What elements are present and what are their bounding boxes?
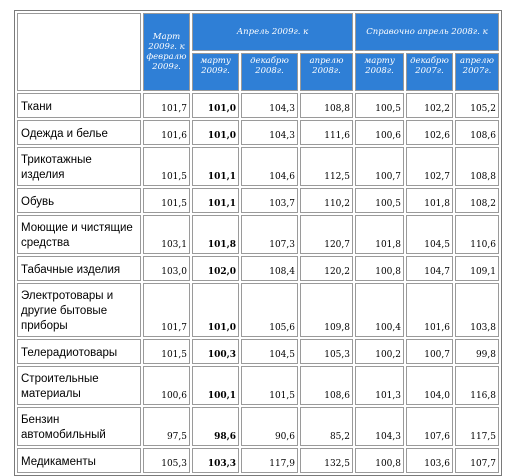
row-value-cell: 117,5 (455, 407, 499, 446)
row-value-cell: 103,1 (143, 215, 190, 254)
row-value-cell: 100,5 (355, 93, 404, 118)
subheader-ref-to-march-2008: марту 2008г. (355, 53, 404, 91)
table-row (17, 147, 499, 186)
row-value-cell: 108,8 (455, 147, 499, 186)
table-row (17, 256, 499, 281)
row-value-cell: 101,8 (406, 188, 453, 213)
row-value-cell: 100,1 (192, 366, 239, 405)
row-value-cell: 110,2 (300, 188, 353, 213)
row-value-cell: 90,6 (241, 407, 298, 446)
row-value-cell: 120,2 (300, 256, 353, 281)
row-value-cell: 112,5 (300, 147, 353, 186)
row-value-cell: 101,8 (355, 215, 404, 254)
row-value-cell: 111,6 (300, 120, 353, 145)
row-value-cell: 105,3 (300, 339, 353, 364)
row-value-cell: 101,0 (192, 93, 239, 118)
table-row (17, 215, 499, 254)
row-product-name: Трикотажные изделия (17, 147, 141, 186)
row-value-cell: 105,2 (455, 93, 499, 118)
row-value-cell: 103,0 (143, 256, 190, 281)
row-value-cell: 100,6 (355, 120, 404, 145)
price-index-table (14, 10, 502, 476)
row-value-cell: 108,6 (455, 120, 499, 145)
row-product-name: Одежда и белье (17, 120, 141, 145)
subheader-april-to-april-2008: апрелю 2008г. (300, 53, 353, 91)
row-value-cell: 103,3 (192, 448, 239, 473)
row-value-cell: 85,2 (300, 407, 353, 446)
row-value-cell: 108,2 (455, 188, 499, 213)
row-value-cell: 104,3 (355, 407, 404, 446)
subheader-ref-to-december-2007: декабрю 2007г. (406, 53, 453, 91)
row-value-cell: 108,4 (241, 256, 298, 281)
row-value-cell: 100,7 (355, 147, 404, 186)
table-row (17, 283, 499, 337)
row-value-cell: 107,7 (455, 448, 499, 473)
row-value-cell: 101,3 (355, 366, 404, 405)
row-value-cell: 132,5 (300, 448, 353, 473)
row-value-cell: 101,5 (143, 147, 190, 186)
row-value-cell: 102,0 (192, 256, 239, 281)
row-value-cell: 101,0 (192, 283, 239, 337)
header-row-1 (17, 13, 499, 51)
row-value-cell: 100,6 (143, 366, 190, 405)
row-value-cell: 101,8 (192, 215, 239, 254)
header-group-april-2009: Апрель 2009г. к (192, 13, 353, 51)
subheader-april-to-december-2008: декабрю 2008г. (241, 53, 298, 91)
row-value-cell: 101,0 (192, 120, 239, 145)
row-value-cell: 108,8 (300, 93, 353, 118)
row-value-cell: 100,3 (192, 339, 239, 364)
row-value-cell: 104,0 (406, 366, 453, 405)
row-product-name: Электротовары и другие бытовые приборы (17, 283, 141, 337)
row-value-cell: 100,7 (406, 339, 453, 364)
row-product-name: Строительные материалы (17, 366, 141, 405)
row-value-cell: 116,8 (455, 366, 499, 405)
row-value-cell: 104,6 (241, 147, 298, 186)
row-value-cell: 101,5 (241, 366, 298, 405)
row-value-cell: 98,6 (192, 407, 239, 446)
row-value-cell: 101,1 (192, 147, 239, 186)
row-value-cell: 100,8 (355, 448, 404, 473)
row-product-name: Обувь (17, 188, 141, 213)
row-value-cell: 102,6 (406, 120, 453, 145)
row-value-cell: 117,9 (241, 448, 298, 473)
row-value-cell: 102,2 (406, 93, 453, 118)
row-value-cell: 105,3 (143, 448, 190, 473)
row-value-cell: 101,7 (143, 283, 190, 337)
header-group-reference-april-2008: Справочно апрель 2008г. к (355, 13, 499, 51)
table-row (17, 188, 499, 213)
subheader-april-to-march-2009: марту 2009г. (192, 53, 239, 91)
row-value-cell: 105,6 (241, 283, 298, 337)
row-value-cell: 104,3 (241, 93, 298, 118)
header-corner-cell (17, 13, 141, 91)
row-value-cell: 103,6 (406, 448, 453, 473)
row-product-name: Медикаменты (17, 448, 141, 473)
table-row (17, 448, 499, 473)
row-value-cell: 104,5 (241, 339, 298, 364)
row-value-cell: 101,6 (143, 120, 190, 145)
row-value-cell: 104,3 (241, 120, 298, 145)
row-value-cell: 101,1 (192, 188, 239, 213)
row-value-cell: 109,8 (300, 283, 353, 337)
table-row (17, 407, 499, 446)
table-row (17, 120, 499, 145)
row-value-cell: 101,6 (406, 283, 453, 337)
row-value-cell: 110,6 (455, 215, 499, 254)
table-row (17, 93, 499, 118)
row-product-name: Ткани (17, 93, 141, 118)
row-product-name: Бензин автомобильный (17, 407, 141, 446)
table-row (17, 366, 499, 405)
row-product-name: Телерадиотовары (17, 339, 141, 364)
row-value-cell: 97,5 (143, 407, 190, 446)
row-value-cell: 100,5 (355, 188, 404, 213)
row-value-cell: 108,6 (300, 366, 353, 405)
row-value-cell: 103,8 (455, 283, 499, 337)
row-value-cell: 100,4 (355, 283, 404, 337)
row-product-name: Моющие и чистящие средства (17, 215, 141, 254)
row-value-cell: 101,5 (143, 339, 190, 364)
row-value-cell: 107,6 (406, 407, 453, 446)
row-value-cell: 100,2 (355, 339, 404, 364)
row-value-cell: 100,8 (355, 256, 404, 281)
row-value-cell: 102,7 (406, 147, 453, 186)
table-row (17, 339, 499, 364)
row-value-cell: 109,1 (455, 256, 499, 281)
row-value-cell: 120,7 (300, 215, 353, 254)
row-value-cell: 107,3 (241, 215, 298, 254)
row-value-cell: 99,8 (455, 339, 499, 364)
row-value-cell: 104,7 (406, 256, 453, 281)
subheader-ref-to-april-2007: апрелю 2007г. (455, 53, 499, 91)
row-product-name: Табачные изделия (17, 256, 141, 281)
row-value-cell: 104,5 (406, 215, 453, 254)
row-value-cell: 101,7 (143, 93, 190, 118)
header-march-to-february: Март 2009г. к февралю 2009г. (143, 13, 190, 91)
row-value-cell: 101,5 (143, 188, 190, 213)
row-value-cell: 103,7 (241, 188, 298, 213)
